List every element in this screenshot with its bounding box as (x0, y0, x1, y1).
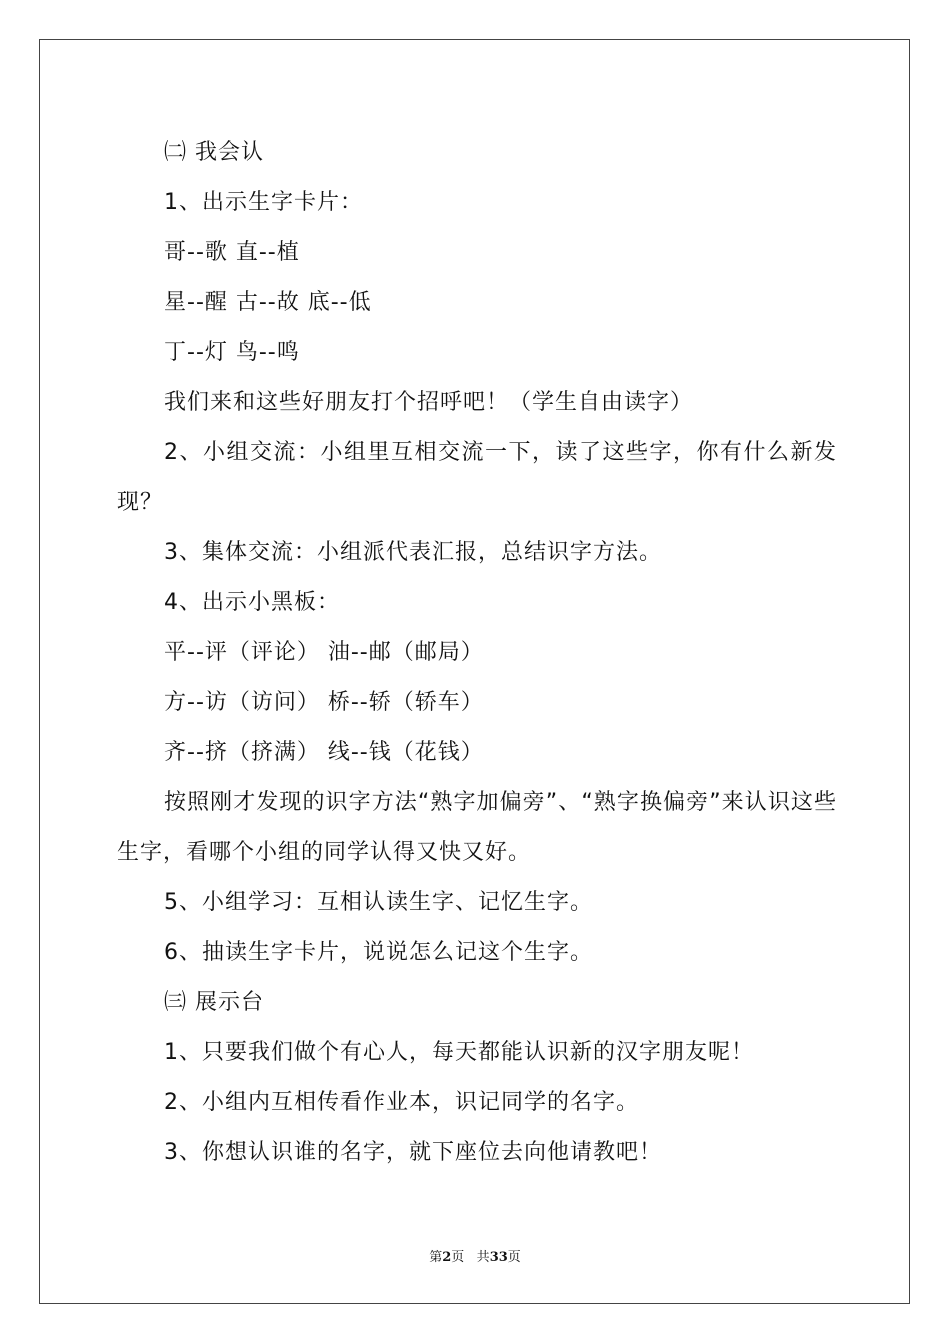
section-heading-recognize: ㈡ 我会认 (164, 140, 264, 165)
character-pairs: 齐--挤（挤满） 线--钱（花钱） (164, 740, 484, 765)
paragraph: 1、出示生字卡片： (164, 190, 363, 215)
page-footer (0, 1246, 950, 1265)
paragraph: 2、小组交流：小组里互相交流一下，读了这些字，你有什么新发现？ (117, 440, 837, 515)
page-prefix: 第 (429, 1250, 443, 1265)
paragraph: 我们来和这些好朋友打个招呼吧！（学生自由读字） (164, 390, 694, 415)
page-number: 2 (442, 1250, 452, 1265)
paragraph: 3、你想认识谁的名字，就下座位去向他请教吧！ (164, 1140, 662, 1165)
character-pairs: 方--访（访问） 桥--轿（轿车） (164, 690, 484, 715)
paragraph: 1、只要我们做个有心人，每天都能认识新的汉字朋友呢！ (164, 1040, 754, 1065)
document-body (117, 128, 837, 1178)
paragraph: 3、集体交流：小组派代表汇报，总结识字方法。 (164, 540, 662, 565)
paragraph: 2、小组内互相传看作业本，识记同学的名字。 (164, 1090, 639, 1115)
paragraph: 按照刚才发现的识字方法“熟字加偏旁”、“熟字换偏旁”来认识这些生字，看哪个小组的同学认得又快又好。 (117, 790, 837, 865)
total-prefix: 共 (476, 1250, 490, 1265)
total-pages: 33 (489, 1250, 508, 1265)
page-suffix: 页 (451, 1250, 465, 1265)
total-suffix: 页 (507, 1250, 521, 1265)
paragraph: 4、出示小黑板： (164, 590, 340, 615)
character-pairs: 星--醒 古--故 底--低 (164, 290, 372, 315)
character-pairs: 平--评（评论） 油--邮（邮局） (164, 640, 484, 665)
paragraph: 5、小组学习：互相认读生字、记忆生字。 (164, 890, 593, 915)
paragraph: 6、抽读生字卡片，说说怎么记这个生字。 (164, 940, 593, 965)
section-heading-showcase: ㈢ 展示台 (164, 990, 264, 1015)
character-pairs: 丁--灯 鸟--鸣 (164, 340, 300, 365)
character-pairs: 哥--歌 直--植 (164, 240, 300, 265)
